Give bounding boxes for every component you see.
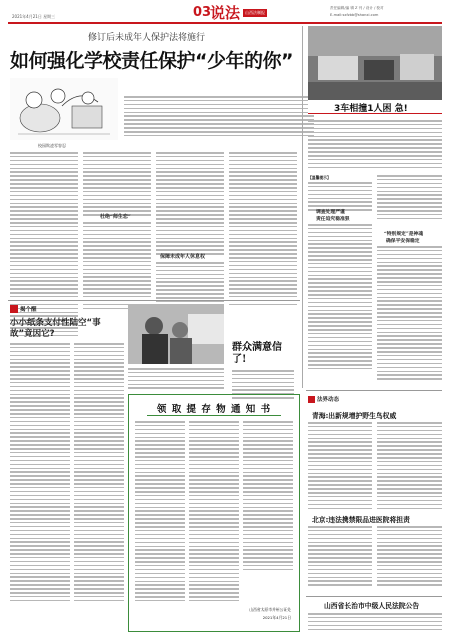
pianzi-tag: [10, 304, 37, 313]
notice-title: 领 取 提 存 物 通 知 书: [156, 404, 272, 415]
bottom-org-text: [308, 613, 442, 630]
section-name: 说法: [210, 4, 241, 22]
law-headline-2: 北京:违法携禁限品进医院将担责: [312, 516, 410, 524]
law-tag: [308, 395, 339, 403]
notice-col-3: [243, 421, 293, 570]
right-sub1: 调查处理严谨: [316, 209, 345, 215]
cartoon-illustration: [10, 78, 118, 140]
notice-col-2: [189, 421, 239, 601]
lead-col-4: [229, 152, 297, 305]
police-photo: [128, 304, 224, 364]
notice-col-1: [135, 421, 185, 601]
pianzi-headline: 小小纸条支付性陆空“事故”竟因它?: [10, 318, 101, 339]
lead-col-3: [156, 152, 224, 255]
right-col-tag: 【温馨提示】: [308, 175, 331, 180]
right-col-a2: [308, 224, 372, 369]
notice-title-rule: [147, 415, 281, 416]
masthead-rule: [8, 22, 442, 24]
crowd-headline: 群众满意信了!: [232, 342, 282, 365]
law-text-2b: [377, 526, 442, 586]
right-col-b: [377, 175, 442, 219]
divider-main: [302, 26, 303, 388]
law-headline-1: 青海:出新规增护野生鸟权威: [312, 412, 397, 420]
lead-intro-text: [124, 96, 314, 136]
tag-square-icon: [308, 396, 315, 403]
law-tag-label: 法界动态: [317, 397, 340, 403]
lead-kicker: 修订后未成年人保护法将施行: [88, 33, 206, 43]
lead-col-2b: [83, 222, 151, 309]
bottom-org-title: 山西省长治市中级人民法院公告: [324, 602, 420, 610]
section-small-badge: 山西法制报: [245, 10, 265, 15]
law-text-1b: [377, 422, 442, 509]
crowd-col-left: [128, 368, 224, 389]
date-line: 2021年4月21日 星期三: [12, 14, 56, 19]
subhead-rest-right: 保障未成年人休息权: [160, 254, 206, 260]
right-col-b2: [377, 246, 442, 380]
lead-photo-caption: 校园欺凌零容忍: [38, 143, 66, 148]
notice-box: [128, 394, 300, 632]
right-col-a: [308, 182, 372, 211]
pianzi-col-1: [10, 343, 70, 601]
accident-headline: 3车相撞1人困 急!: [334, 104, 408, 114]
divider-lead-bottom: [8, 300, 300, 301]
top-right-line2: E-mail:sxfzbb@shanxi.com: [330, 13, 379, 17]
section-number: 03: [193, 5, 212, 20]
section-badge-block: [193, 2, 271, 24]
right-sub1b: 责任追究稳准狠: [316, 216, 350, 222]
right-sub2b: 确保平安保稳定: [386, 238, 420, 244]
notice-footer-org: 山西省太原市并州公证处: [249, 607, 291, 612]
pianzi-col-2: [74, 343, 124, 601]
accident-text: [308, 120, 442, 168]
top-right-line1: 责任编辑/编 辑 Z 刊 / 设计 / 校对: [330, 6, 384, 10]
tag-square-icon: [10, 305, 18, 313]
accident-headline-bar: [308, 100, 442, 114]
divider-right-bottom: [306, 596, 442, 597]
notice-footer-date: 2021年4月21日: [262, 615, 291, 620]
lead-headline: 如何强化学校责任保护“少年的你”: [10, 50, 293, 72]
law-text-2a: [308, 526, 372, 586]
divider-right-lawnews: [306, 390, 442, 391]
pianzi-tag-label: 揭个醒: [20, 306, 37, 313]
law-text-1a: [308, 422, 372, 509]
accident-photo: [308, 26, 442, 100]
right-sub2: “特别规定”是神魂: [384, 231, 424, 237]
subhead-teacher: 杜绝“师生恋”: [100, 214, 131, 220]
lead-col-2: [83, 152, 151, 216]
